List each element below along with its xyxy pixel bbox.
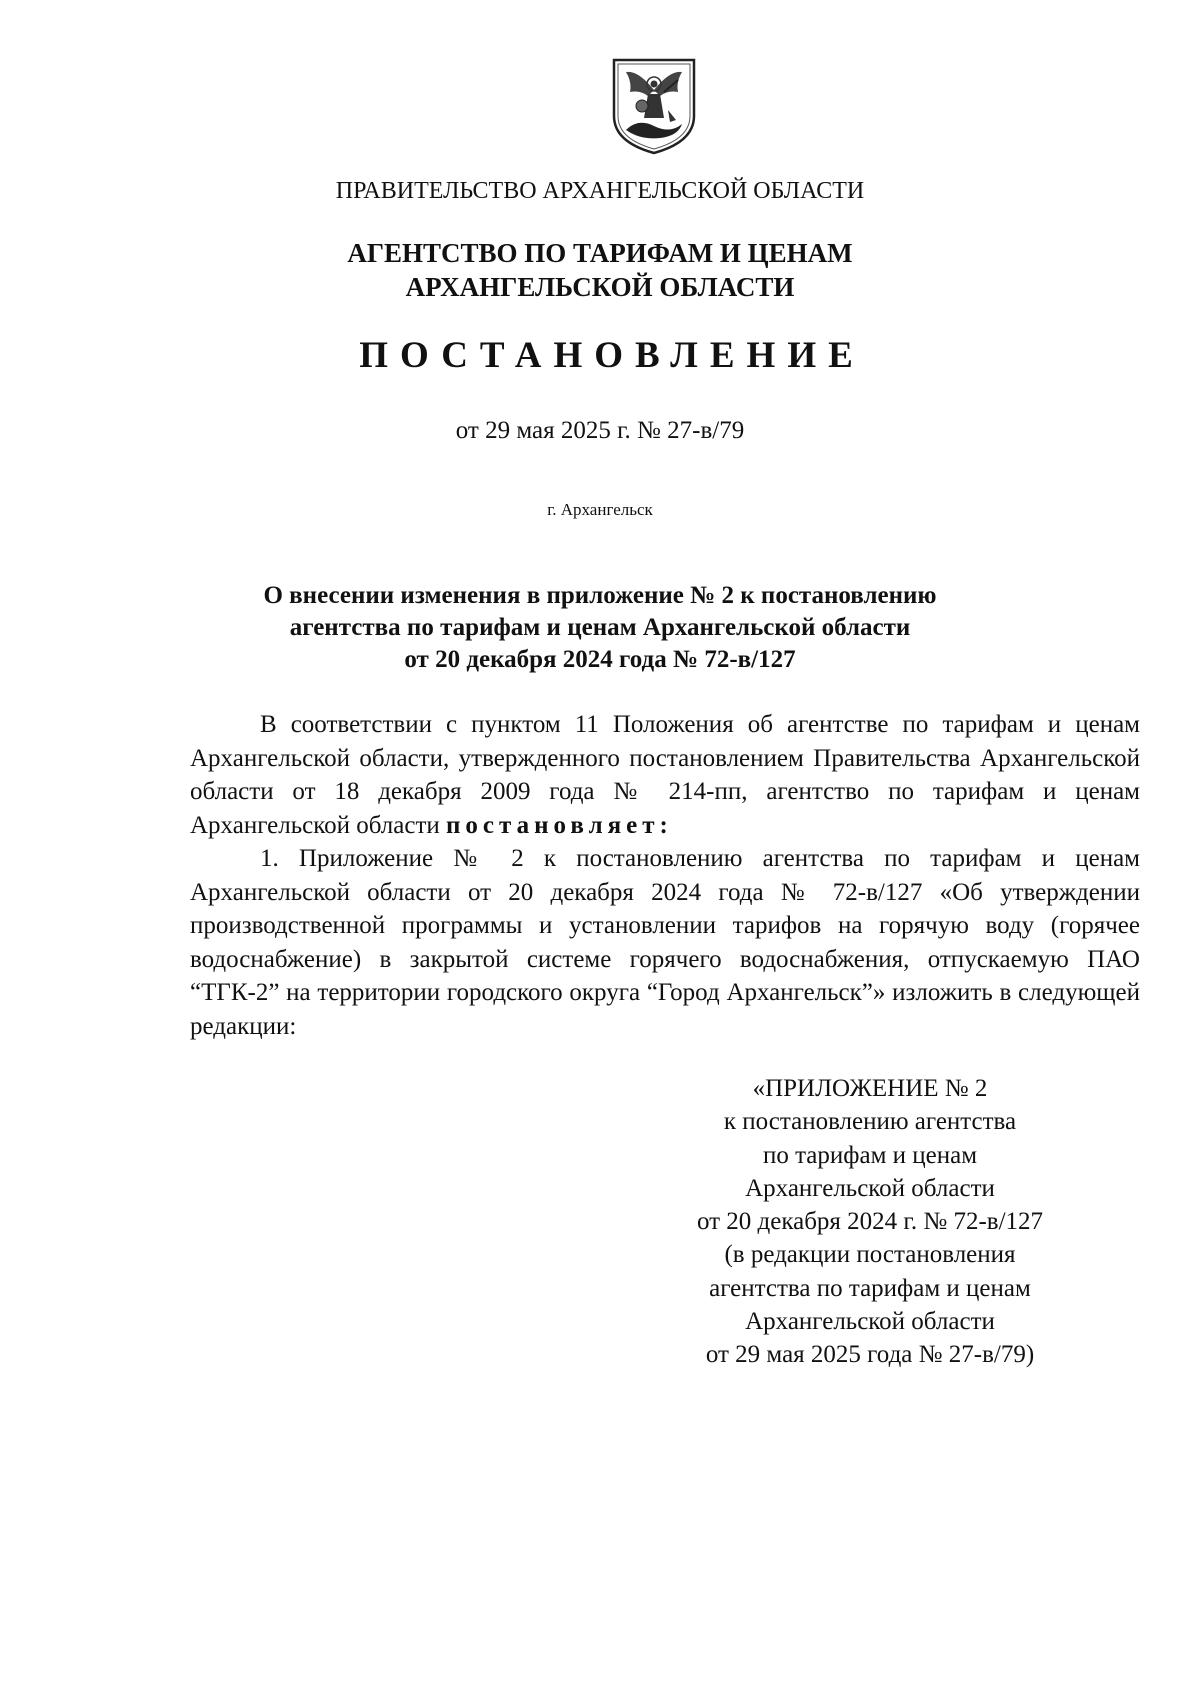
document-date-number: от 29 мая 2025 г. № 27-в/79 [455, 417, 745, 444]
preamble-text: В соответствии с пунктом 11 Положения об агентстве по тарифам и ценам Архангельской области, утвержденного постановлением Правительства Архангельской области от 18 декабря 2009 года № 214-пп, агентство по тарифам и ценам Архангельской области [190, 711, 1140, 839]
annex-line: (в редакции постановления [724, 1241, 1016, 1269]
subject-line3: от 20 декабря 2024 года № 72-в/127 [404, 646, 796, 673]
subject-line1: О внесении изменения в приложение № 2 к постановлению [263, 582, 937, 609]
arkhangelsk-coat-of-arms-icon [608, 56, 700, 156]
subject-line2: агентства по тарифам и ценам Архангельской области [289, 614, 911, 641]
annex-heading [640, 1072, 1100, 1372]
agency-name-line2: АРХАНГЕЛЬСКОЙ ОБЛАСТИ [405, 272, 795, 302]
document-subject [150, 580, 1050, 676]
item-1-paragraph: 1. Приложение № 2 к постановлению агентства по тарифам и ценам Архангельской области от 20 декабря 2024 года № 72-в/127 «Об утверждении производственной программы и установлении тарифов на горячую воду (горячее водоснабжение) в закрытой системе горячего водоснабжения, отпускаемую ПАО “ТГК-2” на территории городского округа “Город Архангельск”» изложить в следующей редакции: [190, 845, 1140, 1040]
annex-line: по тарифам и ценам [762, 1141, 978, 1169]
preamble-paragraph [190, 708, 1140, 842]
decree-word: постановляет: [446, 811, 673, 839]
annex-line: к постановлению агентства [723, 1108, 1017, 1136]
document-body [190, 708, 1140, 1043]
document-type: ПОСТАНОВЛЕНИЕ [359, 335, 865, 376]
document-city: г. Архангельск [547, 500, 653, 519]
annex-line: Архангельской области [745, 1308, 995, 1336]
government-name: ПРАВИТЕЛЬСТВО АРХАНГЕЛЬСКОЙ ОБЛАСТИ [335, 178, 865, 204]
agency-name-line1: АГЕНТСТВО ПО ТАРИФАМ И ЦЕНАМ [347, 238, 853, 268]
annex-line: агентства по тарифам и ценам [709, 1274, 1031, 1302]
annex-line: Архангельской области [745, 1174, 995, 1202]
annex-line: от 20 декабря 2024 г. № 72-в/127 [696, 1208, 1044, 1236]
agency-name [150, 236, 1050, 304]
annex-line: от 29 мая 2025 года № 27-в/79) [705, 1341, 1035, 1369]
annex-line: «ПРИЛОЖЕНИЕ № 2 [752, 1075, 988, 1102]
